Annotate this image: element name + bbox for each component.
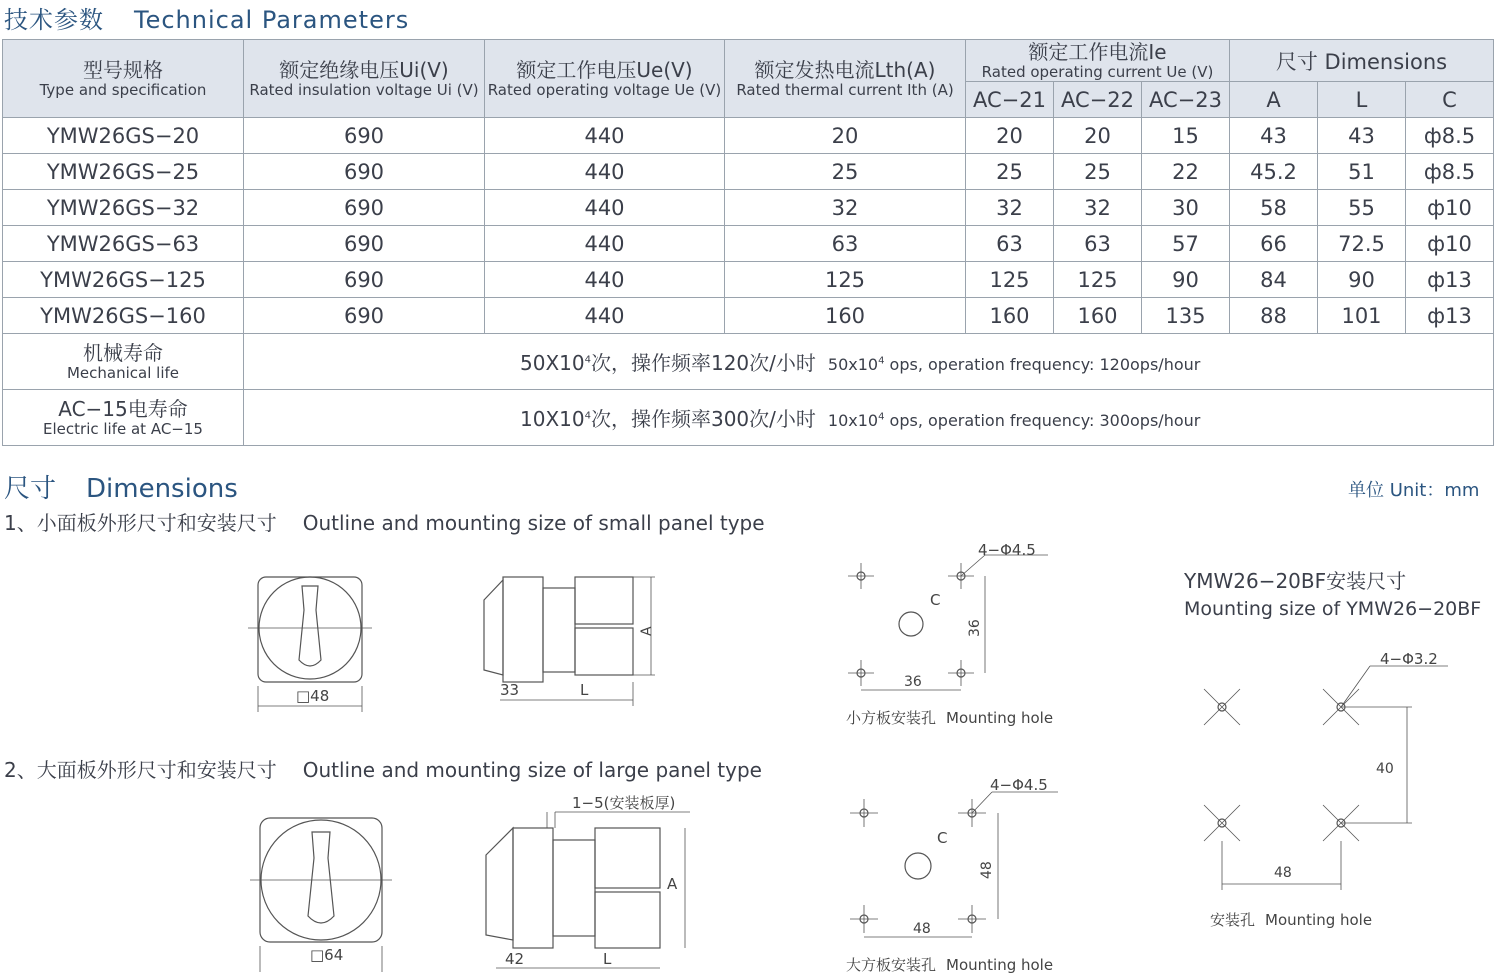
cell-c: ф8.5 xyxy=(1406,154,1494,190)
cell-model: YMW26GS−125 xyxy=(3,262,244,298)
large-h-label: 48 xyxy=(979,861,995,879)
header-ie: 额定工作电流Ie Rated operating current Ue (V) xyxy=(966,40,1230,82)
cell-ac22: 20 xyxy=(1054,118,1142,154)
cell-ac22: 25 xyxy=(1054,154,1142,190)
bf-holes-label: 4−Φ3.2 xyxy=(1380,650,1438,668)
large-depth-label: 42 xyxy=(505,950,525,968)
header-ac23: AC−23 xyxy=(1142,82,1230,118)
bf-w-label: 48 xyxy=(1274,865,1292,881)
small-l-label: L xyxy=(580,681,589,699)
cell-ui: 690 xyxy=(244,226,485,262)
cell-l: 90 xyxy=(1318,262,1406,298)
large-l-label: L xyxy=(603,950,612,968)
header-ue: 额定工作电压Ue(V) Rated operating voltage Ue (V) xyxy=(485,40,725,118)
cell-ui: 690 xyxy=(244,262,485,298)
large-mounting-hole-drawing xyxy=(850,792,1058,937)
cell-c: ф10 xyxy=(1406,226,1494,262)
cell-l: 55 xyxy=(1318,190,1406,226)
cell-a: 66 xyxy=(1230,226,1318,262)
header-ui: 额定绝缘电压Ui(V) Rated insulation voltage Ui (V) xyxy=(244,40,485,118)
small-mounting-hole-drawing xyxy=(848,555,1048,690)
mechanical-life-value: $50X10^4$次，操作频率120次/小时 $50x10^4$ ops, operation frequency: 120ops/hour xyxy=(244,334,1494,390)
cell-ui: 690 xyxy=(244,154,485,190)
cell-ac23: 30 xyxy=(1142,190,1230,226)
section-2-title: 2、大面板外形尺寸和安装尺寸 Outline and mounting size of large panel type xyxy=(4,758,762,782)
cell-ac21: 125 xyxy=(966,262,1054,298)
cell-l: 72.5 xyxy=(1318,226,1406,262)
cell-ue: 440 xyxy=(485,118,725,154)
cell-ac22: 160 xyxy=(1054,298,1142,334)
cell-lth: 63 xyxy=(725,226,966,262)
small-c-label: C xyxy=(930,591,941,609)
large-square-label: □64 xyxy=(310,946,344,964)
header-ac21: AC−21 xyxy=(966,82,1054,118)
title-cn: 技术参数 xyxy=(4,6,104,34)
bf-mounting-hole-drawing xyxy=(1204,666,1448,890)
cell-ac23: 57 xyxy=(1142,226,1230,262)
small-h-label: 36 xyxy=(967,619,983,637)
electric-life-label: AC−15电寿命 Electric life at AC−15 xyxy=(3,390,244,446)
cell-ue: 440 xyxy=(485,190,725,226)
electric-life-value: $10X10^4$次，操作频率300次/小时 $10x10^4$ ops, operation frequency: 300ops/hour xyxy=(244,390,1494,446)
header-l: L xyxy=(1318,82,1406,118)
header-type: 型号规格 Type and specification xyxy=(3,40,244,118)
header-c: C xyxy=(1406,82,1494,118)
cell-lth: 125 xyxy=(725,262,966,298)
header-lth: 额定发热电流Lth(A) Rated thermal current Ith (A) xyxy=(725,40,966,118)
cell-ac22: 125 xyxy=(1054,262,1142,298)
small-depth-label: 33 xyxy=(500,681,520,699)
cell-ac21: 20 xyxy=(966,118,1054,154)
cell-ac21: 25 xyxy=(966,154,1054,190)
bf-caption: 安装孔 Mounting hole xyxy=(1210,911,1373,929)
large-c-label: C xyxy=(937,829,948,847)
cell-c: ф10 xyxy=(1406,190,1494,226)
cell-ac21: 63 xyxy=(966,226,1054,262)
cell-l: 101 xyxy=(1318,298,1406,334)
cell-a: 45.2 xyxy=(1230,154,1318,190)
small-caption: 小方板安装孔 Mounting hole xyxy=(846,709,1054,727)
header-a: A xyxy=(1230,82,1318,118)
small-holes-label: 4−Φ4.5 xyxy=(978,541,1036,559)
cell-ui: 690 xyxy=(244,298,485,334)
small-square-label: □48 xyxy=(296,687,330,705)
cell-c: ф13 xyxy=(1406,262,1494,298)
large-holes-label: 4−Φ4.5 xyxy=(990,776,1048,794)
cell-a: 84 xyxy=(1230,262,1318,298)
large-panel-side-drawing xyxy=(486,812,690,968)
large-plate-label: 1−5(安装板厚) xyxy=(572,794,676,812)
cell-a: 58 xyxy=(1230,190,1318,226)
cell-model: YMW26GS−32 xyxy=(3,190,244,226)
cell-model: YMW26GS−63 xyxy=(3,226,244,262)
bf-title-en: Mounting size of YMW26−20BF xyxy=(1184,598,1482,620)
cell-l: 43 xyxy=(1318,118,1406,154)
small-a-label: A xyxy=(639,626,655,636)
cell-l: 51 xyxy=(1318,154,1406,190)
bf-title-cn: YMW26−20BF安装尺寸 xyxy=(1184,569,1407,593)
cell-ue: 440 xyxy=(485,262,725,298)
small-w-label: 36 xyxy=(904,674,922,690)
cell-ue: 440 xyxy=(485,226,725,262)
header-dimensions: 尺寸 Dimensions xyxy=(1230,40,1494,82)
cell-ue: 440 xyxy=(485,154,725,190)
dimensions-title: 尺寸 Dimensions xyxy=(4,474,238,504)
cell-c: ф8.5 xyxy=(1406,118,1494,154)
cell-lth: 20 xyxy=(725,118,966,154)
large-a-label: A xyxy=(667,875,678,893)
cell-ue: 440 xyxy=(485,298,725,334)
cell-ac23: 15 xyxy=(1142,118,1230,154)
cell-lth: 160 xyxy=(725,298,966,334)
cell-model: YMW26GS−160 xyxy=(3,298,244,334)
large-w-label: 48 xyxy=(913,921,931,937)
unit-label: 单位 Unit：mm xyxy=(1348,480,1480,501)
cell-model: YMW26GS−25 xyxy=(3,154,244,190)
cell-ui: 690 xyxy=(244,190,485,226)
cell-ac23: 90 xyxy=(1142,262,1230,298)
title-en: Technical Parameters xyxy=(134,6,410,34)
header-ac22: AC−22 xyxy=(1054,82,1142,118)
bf-h-label: 40 xyxy=(1376,761,1394,777)
cell-ac23: 135 xyxy=(1142,298,1230,334)
cell-model: YMW26GS−20 xyxy=(3,118,244,154)
mechanical-life-label: 机械寿命 Mechanical life xyxy=(3,334,244,390)
section-1-title: 1、小面板外形尺寸和安装尺寸 Outline and mounting size of small panel type xyxy=(4,511,765,535)
cell-a: 88 xyxy=(1230,298,1318,334)
cell-a: 43 xyxy=(1230,118,1318,154)
cell-lth: 25 xyxy=(725,154,966,190)
cell-ac22: 32 xyxy=(1054,190,1142,226)
cell-ac21: 160 xyxy=(966,298,1054,334)
cell-ac22: 63 xyxy=(1054,226,1142,262)
cell-ui: 690 xyxy=(244,118,485,154)
large-caption: 大方板安装孔 Mounting hole xyxy=(846,956,1054,974)
cell-ac21: 32 xyxy=(966,190,1054,226)
cell-ac23: 22 xyxy=(1142,154,1230,190)
cell-c: ф13 xyxy=(1406,298,1494,334)
cell-lth: 32 xyxy=(725,190,966,226)
